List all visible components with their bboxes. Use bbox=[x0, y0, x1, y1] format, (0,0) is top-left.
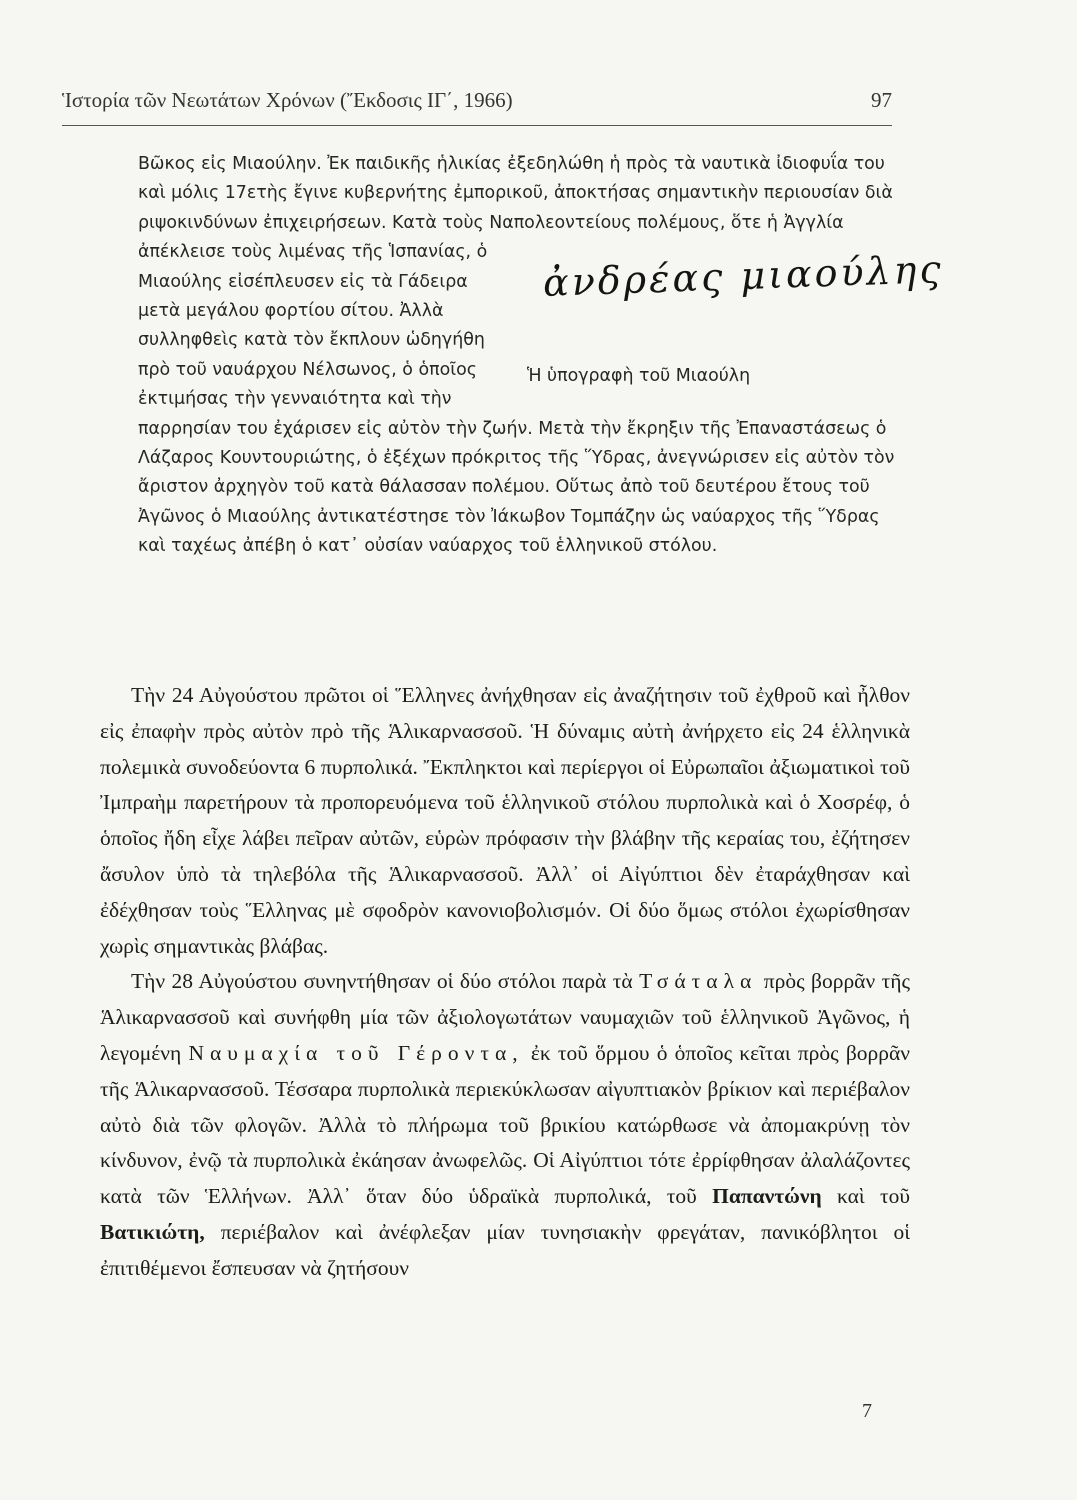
paragraph-halikarnassos: Τὴν 24 Αὐγούστου πρῶτοι οἱ Ἕλληνες ἀνήχθησαν εἰς ἀναζήτησιν τοῦ ἐχθροῦ καὶ ἦλθον εἰς ἐπαφὴν πρὸς αὐτὸν πρὸ τῆς Ἁλικαρνασσοῦ. Ἡ δύναμις αὐτὴ ἀνήρχετο εἰς 24 ἑλληνικὰ πολεμικὰ συνοδεύοντα 6 πυρπολικά. Ἔκπληκτοι καὶ περίεργοι οἱ Εὐρωπαῖοι ἀξιωματικοὶ τοῦ Ἰμπραὴμ παρετήρουν τὰ προπορευόμενα τοῦ ἑλληνικοῦ στόλου πυρπολικὰ καὶ ὁ Χοσρέφ, ὁ ὁποῖος ἤδη εἶχε λάβει πεῖραν αὐτῶν, εὑρὼν πρόφασιν τὴν βλάβην τῆς κεραίας του, ἐζήτησεν ἄσυλον ὑπὸ τὰ τηλεβόλα τῆς Ἁλικαρνασσοῦ. Ἀλλ᾽ οἱ Αἰγύπτιοι δὲν ἐταράχθησαν καὶ ἐδέχθησαν τοὺς Ἕλληνας μὲ σφοδρὸν κανονιοβολισμόν. Οἱ δύο ὅμως στόλοι ἐχωρίσθησαν χωρὶς σημαντικὰς βλάβας. bbox=[100, 683, 910, 958]
p2-text-d: καὶ τοῦ bbox=[836, 1184, 910, 1209]
signature-mark: 7 bbox=[862, 1400, 872, 1422]
name-papantonis: Παπαντώνη bbox=[712, 1184, 822, 1209]
biography-text-rest: ἀπέκλεισε τοὺς λιμένας τῆς Ἱσπανίας, ὁ Μιαούλης εἰσέπλευσεν εἰς τὰ Γάδειρα μετὰ μεγάλου φορτίου σίτου. Ἀλλὰ συλληφθεὶς κατὰ τὸν ἔκπλουν ὡδηγήθη πρὸ τοῦ ναυάρχου Νέλσωνος, ὁ ὁποῖος ἐκτιμήσας τὴν γενναιότητα καὶ τὴν παρρησίαν του ἐχάρισεν εἰς αὐτὸν τὴν ζωήν. Μετὰ τὴν ἔκρηξιν τῆς Ἐπαναστάσεως ὁ Λάζαρος Κουντουριώτης, ὁ ἐξέχων πρόκριτος τῆς Ὕδρας, ἀνεγνώρισεν εἰς αὐτὸν τὸν ἄριστον ἀρχηγὸν τοῦ κατὰ θάλασσαν πολέμου. Οὕτως ἀπὸ τοῦ δευτέρου ἔτους τοῦ Ἀγῶνος ὁ Μιαούλης ἀντικατέστησε τὸν Ἰάκωβον Τομπάζην ὡς ναύαρχος τῆς Ὕδρας καὶ ταχέως ἀπέβη ὁ κατ᾽ οὐσίαν ναύαρχος τοῦ ἑλληνικοῦ στόλου. bbox=[138, 242, 895, 557]
header-rule bbox=[62, 125, 892, 126]
place-tsatala: Τσάταλα bbox=[639, 969, 758, 994]
biography-text-start: Βῶκος εἰς Μιαούλην. Ἐκ παιδικῆς ἡλικίας ἐξεδηλώθη ἡ πρὸς τὰ ναυτικὰ ἰδιοφυΐα του καὶ μόλις 17ετὴς ἔγινε κυβερνήτης ἐμπορικοῦ, ἀποκτήσας σημαντικὴν περιουσίαν διὰ ριψοκινδύνων ἐπιχειρήσεων. Κατὰ τοὺς Ναπολεοντείους πολέμους, ὅτε ἡ Ἀγγλία bbox=[138, 154, 893, 233]
p2-text-a: Τὴν 28 Αὐγούστου συνηντήθησαν οἱ δύο στόλοι παρὰ τὰ bbox=[131, 969, 633, 994]
biography-note bbox=[138, 150, 945, 562]
name-vatikiotis: Βατικιώτη, bbox=[100, 1219, 205, 1244]
signature-figure bbox=[515, 242, 945, 405]
page-number: 97 bbox=[871, 88, 892, 112]
main-text bbox=[100, 678, 910, 1287]
biography-paragraph bbox=[138, 150, 945, 562]
header-title: Ἱστορία τῶν Νεωτάτων Χρόνων (Ἔκδοσις ΙΓ΄, 1966) bbox=[62, 88, 513, 112]
p2-text-c: ἐκ τοῦ ὅρμου ὁ ὁποῖος κεῖται πρὸς βορρᾶν τῆς Ἁλικαρνασσοῦ. Τέσσαρα πυρπολικὰ περιεκύκλωσαν αἰγυπτιακὸν βρίκιον καὶ περιέβαλον αὐτὸ διὰ τῶν φλογῶν. Ἀλλὰ τὸ πλήρωμα τοῦ βρικίου κατώρθωσε νὰ ἀπομακρύνῃ τὸν κίνδυνον, ἐνῷ τὰ πυρπολικὰ ἐκάησαν ἀνωφελῶς. Οἱ Αἰγύπτιοι τότε ἐρρίφθησαν ἀλαλάζοντες κατὰ τῶν Ἑλλήνων. Ἀλλ᾽ ὅταν δύο ὑδραϊκὰ πυρπολικά, τοῦ bbox=[100, 1040, 911, 1209]
miaoulis-signature: ἀνδρέας μιαούλης bbox=[542, 247, 945, 306]
p2-text-e: περιέβαλον καὶ ἀνέφλεξαν μίαν τυνησιακὴν φρεγάταν, πανικόβλητοι οἱ ἐπιτιθέμενοι ἔσπευσαν νὰ ζητήσουν bbox=[100, 1219, 910, 1280]
paragraph-gerontas-battle bbox=[100, 964, 910, 1286]
signature-caption: Ἡ ὑπογραφὴ τοῦ Μιαούλη bbox=[527, 366, 751, 387]
battle-name: Ναυμαχία τοῦ Γέροντα, bbox=[188, 1040, 524, 1065]
p2-text-b: πρὸς βορρᾶν τῆς Ἁλικαρνασσοῦ καὶ συνήφθη μία τῶν ἀξιολογωτάτων ναυμαχιῶν τοῦ ἑλληνικοῦ Ἀγῶνος, ἡ λεγομένη bbox=[100, 969, 911, 1065]
running-header bbox=[62, 88, 892, 113]
